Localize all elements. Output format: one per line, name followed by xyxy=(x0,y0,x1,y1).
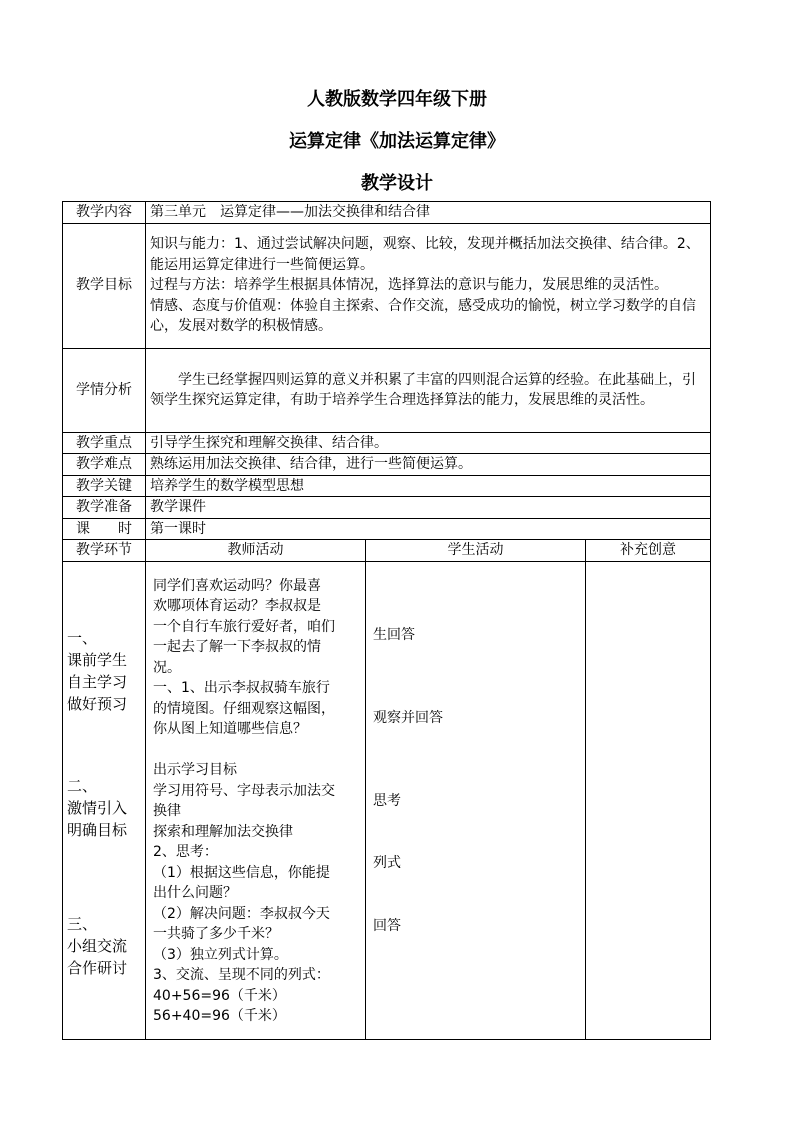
teacher-line xyxy=(153,740,359,761)
stage-cell xyxy=(63,561,146,1039)
header-student: 学生活动 xyxy=(366,540,586,562)
stage-1-line-3: 做好预习 xyxy=(67,694,128,713)
row-analysis xyxy=(63,348,711,432)
teacher-line: 的情境图。仔细观察这幅图， xyxy=(153,700,335,717)
header-extra: 补充创意 xyxy=(586,540,711,562)
student-activity: 列式 xyxy=(373,854,401,871)
content-value: 第三单元 运算定律——加法交换律和结合律 xyxy=(146,202,711,224)
teacher-line: 学习用符号、字母表示加法交 xyxy=(153,782,335,799)
stage-2-line-2: 明确目标 xyxy=(67,820,128,839)
row-goals xyxy=(63,223,711,348)
teacher-line: 况。 xyxy=(153,659,181,676)
document-type: 教学设计 xyxy=(361,173,433,194)
teacher-line: 40+56=96（千米） xyxy=(153,987,286,1004)
student-cell xyxy=(366,561,586,1039)
teacher-line: 56+40=96（千米） xyxy=(153,1008,286,1024)
goals-knowledge: 知识与能力：1、通过尝试解决问题，观察、比较，发现并概括加法交换律、结合律。2、能运用运算定律进行一些简便运算。 xyxy=(150,236,700,273)
key-point-label: 教学重点 xyxy=(63,432,146,454)
stage-3-num: 三、 xyxy=(67,914,98,933)
hours-value: 第一课时 xyxy=(146,518,711,540)
teacher-line: 换律 xyxy=(153,803,181,819)
row-prep xyxy=(63,497,711,519)
row-key-point xyxy=(63,432,711,454)
goals-process: 过程与方法：培养学生根据具体情况，选择算法的意识与能力，发展思维的灵活性。 xyxy=(150,277,668,294)
teacher-line: 探索和理解加法交换律 xyxy=(153,823,293,840)
stage-3-line-2: 合作研讨 xyxy=(67,958,128,977)
student-activity: 回答 xyxy=(373,917,401,934)
teacher-line: （1）根据这些信息，你能提 xyxy=(153,864,330,881)
stage-1-line-2: 自主学习 xyxy=(67,672,128,691)
key-point-value: 引导学生探究和理解交换律、结合律。 xyxy=(146,432,711,454)
goals-label: 教学目标 xyxy=(63,223,146,348)
difficulty-label: 教学难点 xyxy=(63,454,146,476)
row-content xyxy=(63,202,711,224)
student-activity: 生回答 xyxy=(373,626,415,643)
teacher-line: 一起去了解一下李叔叔的情 xyxy=(153,639,321,655)
teacher-line: （3）独立列式计算。 xyxy=(153,946,288,963)
stage-1-num: 一、 xyxy=(67,628,98,647)
student-activity: 思考 xyxy=(373,792,401,809)
teacher-line: （2）解决问题：李叔叔今天 xyxy=(153,905,330,922)
extra-cell xyxy=(586,561,711,1039)
header-teacher: 教师活动 xyxy=(146,540,366,562)
stage-1-line-1: 课前学生 xyxy=(67,650,128,669)
prep-label: 教学准备 xyxy=(63,497,146,519)
teacher-line: 出示学习目标 xyxy=(153,762,237,778)
document-title: 人教版数学四年级下册 xyxy=(307,89,487,110)
process-body-row xyxy=(63,561,711,1039)
lesson-plan-table xyxy=(62,201,711,1040)
teacher-line: 欢哪项体育运动？李叔叔是 xyxy=(153,598,321,614)
teacher-line: 3、交流、呈现不同的列式： xyxy=(153,967,330,983)
crux-value: 培养学生的数学模型思想 xyxy=(146,475,711,497)
teacher-line: 一共骑了多少千米？ xyxy=(153,926,279,942)
document-subtitle: 运算定律《加法运算定律》 xyxy=(289,131,505,152)
row-crux xyxy=(63,475,711,497)
teacher-line: 一个自行车旅行爱好者，咱们 xyxy=(153,618,335,635)
student-activity: 观察并回答 xyxy=(373,709,443,726)
teacher-cell xyxy=(146,561,366,1039)
analysis-text: 学生已经掌握四则运算的意义并积累了丰富的四则混合运算的经验。在此基础上，引领学生探究运算定律，有助于培养学生合理选择算法的能力，发展思维的灵活性。 xyxy=(150,371,696,408)
teacher-line: 出什么问题？ xyxy=(153,885,237,901)
stage-2-line-1: 激情引入 xyxy=(67,798,128,817)
hours-label: 课 时 xyxy=(63,518,146,540)
teacher-line: 一、1、出示李叔叔骑车旅行 xyxy=(153,680,330,696)
content-label: 教学内容 xyxy=(63,202,146,224)
analysis-value xyxy=(146,348,711,432)
crux-label: 教学关键 xyxy=(63,475,146,497)
teacher-line: 你从图上知道哪些信息？ xyxy=(153,721,307,737)
stage-2-num: 二、 xyxy=(67,776,98,795)
analysis-label: 学情分析 xyxy=(63,348,146,432)
teacher-line: 同学们喜欢运动吗？你最喜 xyxy=(153,577,321,594)
goals-emotion: 情感、态度与价值观：体验自主探索、合作交流，感受成功的愉悦，树立学习数学的自信心，发展对数学的积极情感。 xyxy=(150,297,696,335)
stage-3-line-1: 小组交流 xyxy=(67,936,128,955)
prep-value: 教学课件 xyxy=(146,497,711,519)
row-hours xyxy=(63,518,711,540)
process-header-row xyxy=(63,540,711,562)
teacher-line: 2、思考： xyxy=(153,844,218,860)
header-stage: 教学环节 xyxy=(63,540,146,562)
row-difficulty xyxy=(63,454,711,476)
goals-value xyxy=(146,223,711,348)
difficulty-value: 熟练运用加法交换律、结合律，进行一些简便运算。 xyxy=(146,454,711,476)
